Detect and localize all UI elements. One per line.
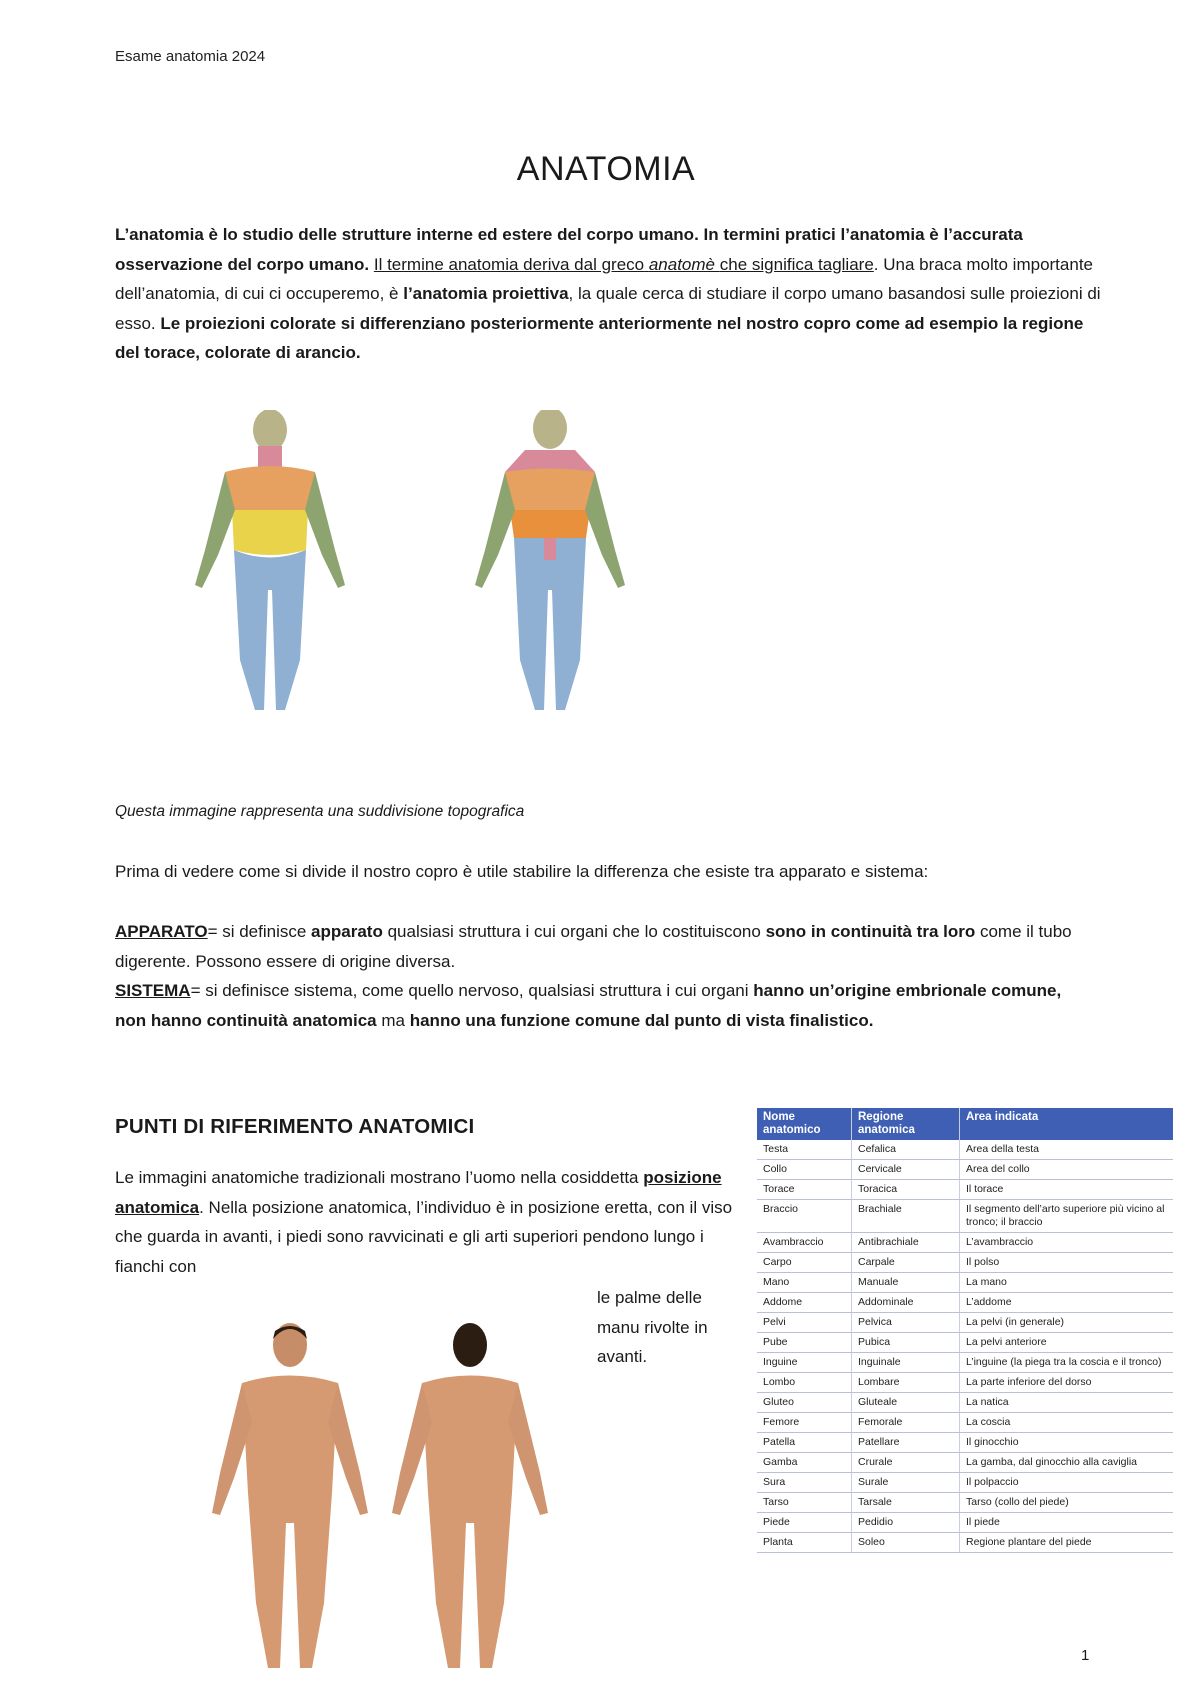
table-cell: Antibrachiale <box>852 1233 960 1253</box>
table-cell: L’inguine (la piega tra la coscia e il tronco) <box>960 1353 1174 1373</box>
table-cell: Piede <box>757 1513 852 1533</box>
table-cell: Cervicale <box>852 1160 960 1180</box>
table-cell: La coscia <box>960 1413 1174 1433</box>
table-cell: Femorale <box>852 1413 960 1433</box>
table-cell: Pelvica <box>852 1313 960 1333</box>
table-cell: Il torace <box>960 1180 1174 1200</box>
table-row <box>757 1473 1173 1493</box>
table-cell: Soleo <box>852 1533 960 1553</box>
table-row <box>757 1453 1173 1473</box>
front-anatomy-figure <box>212 1323 368 1668</box>
table-cell: Pelvi <box>757 1313 852 1333</box>
intro-projections-note: Le proiezioni colorate si differenziano posteriormente anteriormente nel nostro copro come ad esempio la regione del torace, colorate di arancio. <box>115 313 1084 362</box>
table-cell: Gluteale <box>852 1393 960 1413</box>
table-row <box>757 1273 1173 1293</box>
table-cell: Sura <box>757 1473 852 1493</box>
table-cell: Area della testa <box>960 1140 1174 1160</box>
table-cell: Braccio <box>757 1200 852 1233</box>
table-cell: Gamba <box>757 1453 852 1473</box>
definitions <box>115 917 1095 1035</box>
table-row <box>757 1233 1173 1253</box>
table-cell: L’avambraccio <box>960 1233 1174 1253</box>
table-cell: Patella <box>757 1433 852 1453</box>
table-header: Area indicata <box>960 1108 1174 1140</box>
table-row <box>757 1313 1173 1333</box>
table-cell: Carpo <box>757 1253 852 1273</box>
section-heading: PUNTI DI RIFERIMENTO ANATOMICI <box>115 1115 475 1138</box>
table-cell: Avambraccio <box>757 1233 852 1253</box>
table-row <box>757 1180 1173 1200</box>
page-header: Esame anatomia 2024 <box>115 48 266 65</box>
anatomical-position-text: Le immagini anatomiche tradizionali mostrano l’uomo nella cosiddetta posizione anatomica. Nella posizione anatomica, l’individuo è in posizione eretta, con il viso che guarda in avanti, i piedi sono ravvicinati e gli arti superiori pendono lungo i fianchi con <box>115 1168 733 1276</box>
table-row <box>757 1200 1173 1233</box>
table-row <box>757 1513 1173 1533</box>
topographic-figure <box>140 410 680 770</box>
table-header: Nome anatomico <box>757 1108 852 1140</box>
table-cell: Inguinale <box>852 1353 960 1373</box>
table-row <box>757 1413 1173 1433</box>
table-cell: La mano <box>960 1273 1174 1293</box>
table-cell: Il segmento dell’arto superiore più vicino al tronco; il braccio <box>960 1200 1174 1233</box>
table-cell: Torace <box>757 1180 852 1200</box>
table-row <box>757 1140 1173 1160</box>
table-cell: Il ginocchio <box>960 1433 1174 1453</box>
page-title: ANATOMIA <box>516 150 696 188</box>
table-cell: Addominale <box>852 1293 960 1313</box>
table-row <box>757 1493 1173 1513</box>
intro-projective-anatomy: l’anatomia proiettiva <box>403 284 569 303</box>
table-cell: Collo <box>757 1160 852 1180</box>
anatomical-regions-table <box>757 1108 1173 1553</box>
table-cell: Tarso (collo del piede) <box>960 1493 1174 1513</box>
table-cell: Femore <box>757 1413 852 1433</box>
page-number: 1 <box>1081 1647 1090 1664</box>
table-cell: Crurale <box>852 1453 960 1473</box>
table-header: Regione anatomica <box>852 1108 960 1140</box>
def-apparato: APPARATO= si definisce apparato qualsiasi struttura i cui organi che lo costituiscono sono in continuità tra loro come il tubo digerente. Possono essere di origine diversa. <box>115 922 1072 971</box>
table-cell: La parte inferiore del dorso <box>960 1373 1174 1393</box>
table-row <box>757 1393 1173 1413</box>
table-row <box>757 1373 1173 1393</box>
table-cell: Surale <box>852 1473 960 1493</box>
table-cell: Il polpaccio <box>960 1473 1174 1493</box>
table-row <box>757 1293 1173 1313</box>
table-cell: Lombo <box>757 1373 852 1393</box>
table-cell: Lombare <box>852 1373 960 1393</box>
table-cell: Il piede <box>960 1513 1174 1533</box>
intro-paragraph: L’anatomia è lo studio delle strutture interne ed estere del corpo umano. In termini pratici l’anatomia è l’accurata osservazione del corpo umano. Il termine anatomia deriva dal greco anatomè che significa tagliare. Una braca molto importante dell’anatomia, di cui ci occuperemo, è l’anatomia proiettiva, la quale cerca di studiare il corpo umano basandosi sulle proiezioni di esso. Le proiezioni colorate si differenziano posteriormente anteriormente nel nostro copro come ad esempio la regione del torace, colorate di arancio. <box>115 225 1101 362</box>
table-header-row <box>757 1108 1173 1140</box>
table-cell: La pelvi (in generale) <box>960 1313 1174 1333</box>
table-cell: Il polso <box>960 1253 1174 1273</box>
figure-caption: Questa immagine rappresenta una suddivisione topografica <box>115 803 525 820</box>
table-cell: La pelvi anteriore <box>960 1333 1174 1353</box>
table-cell: Carpale <box>852 1253 960 1273</box>
table-row <box>757 1333 1173 1353</box>
table-cell: Brachiale <box>852 1200 960 1233</box>
table-cell: L’addome <box>960 1293 1174 1313</box>
table-cell: Pubica <box>852 1333 960 1353</box>
table-cell: Pedidio <box>852 1513 960 1533</box>
apparatus-intro: Prima di vedere come si divide il nostro copro è utile stabilire la differenza che esiste tra apparato e sistema: <box>115 862 929 881</box>
table-row <box>757 1253 1173 1273</box>
table-row <box>757 1160 1173 1180</box>
table-cell: Tarsale <box>852 1493 960 1513</box>
table-cell: Toracica <box>852 1180 960 1200</box>
table-cell: Pube <box>757 1333 852 1353</box>
table-row <box>757 1533 1173 1553</box>
intro-etymology: Il termine anatomia deriva dal greco anatomè che significa tagliare <box>373 254 874 274</box>
anatomical-position-text-cont: le palme delle manu rivolte in avanti. <box>597 1288 708 1366</box>
table-row <box>757 1433 1173 1453</box>
table-cell: La natica <box>960 1393 1174 1413</box>
intro-definition: L’anatomia è lo studio delle strutture interne ed estere del corpo umano. In termini pratici l’anatomia è l’accurata osservazione del corpo umano. <box>115 225 1023 274</box>
table-cell: La gamba, dal ginocchio alla caviglia <box>960 1453 1174 1473</box>
table-cell: Mano <box>757 1273 852 1293</box>
table-row <box>757 1353 1173 1373</box>
table-cell: Tarso <box>757 1493 852 1513</box>
table-cell: Inguine <box>757 1353 852 1373</box>
table-cell: Regione plantare del piede <box>960 1533 1174 1553</box>
table-cell: Addome <box>757 1293 852 1313</box>
table-cell: Gluteo <box>757 1393 852 1413</box>
table-cell: Cefalica <box>852 1140 960 1160</box>
table-cell: Area del collo <box>960 1160 1174 1180</box>
table-cell: Testa <box>757 1140 852 1160</box>
table-cell: Patellare <box>852 1433 960 1453</box>
table-cell: Manuale <box>852 1273 960 1293</box>
anatomical-position-figure <box>170 1303 570 1683</box>
table-cell: Planta <box>757 1533 852 1553</box>
back-figure <box>475 410 625 710</box>
def-sistema: SISTEMA= si definisce sistema, come quello nervoso, qualsiasi struttura i cui organi hanno un’origine embrionale comune, non hanno continuità anatomica ma hanno una funzione comune dal punto di vista finalistico. <box>115 981 1062 1030</box>
back-anatomy-figure <box>392 1323 548 1668</box>
front-figure <box>195 410 345 710</box>
